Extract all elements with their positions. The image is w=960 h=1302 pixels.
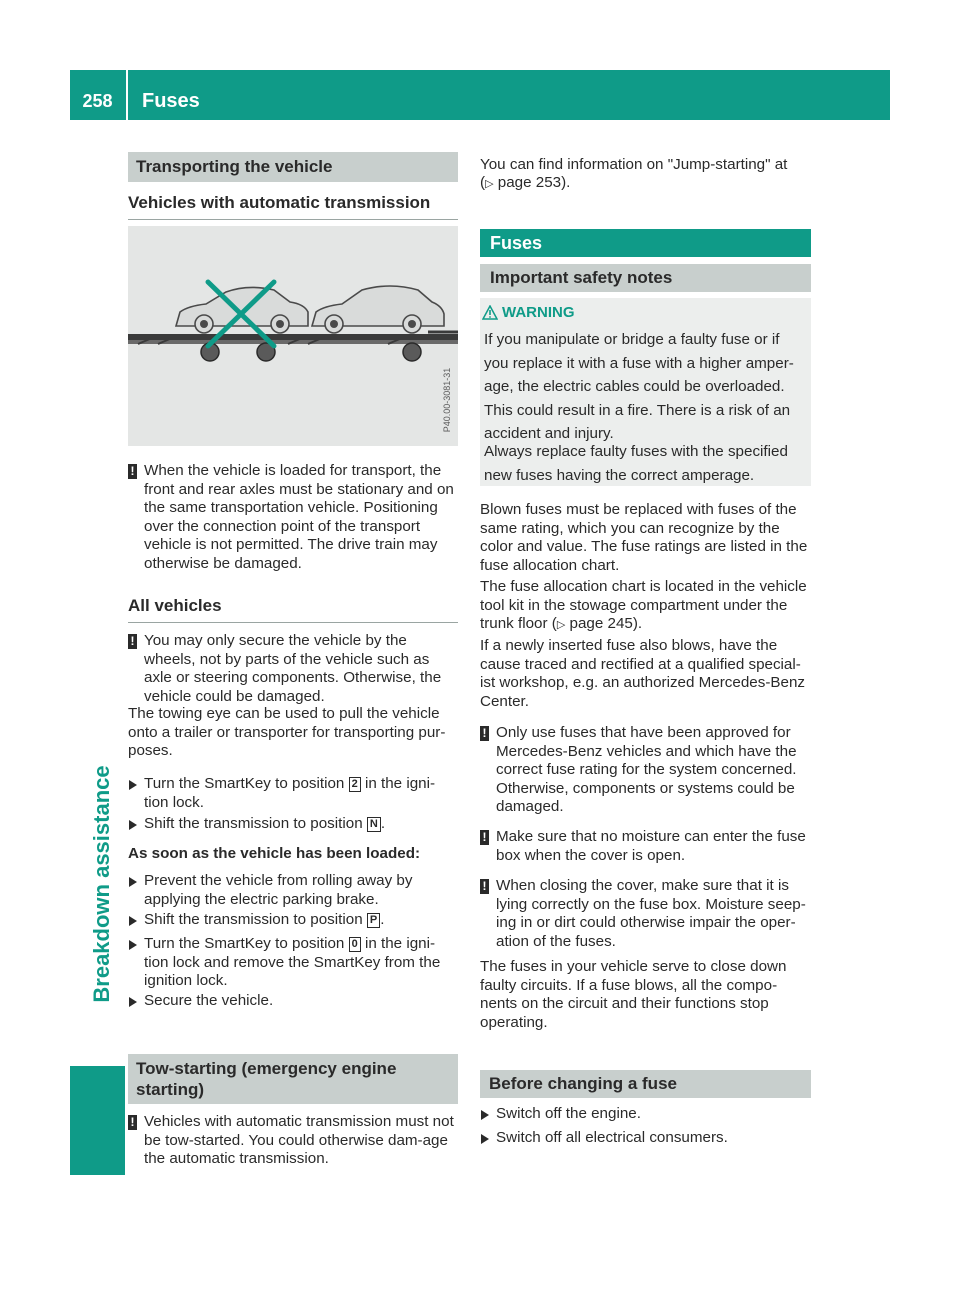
- heading-automatic-transmission: Vehicles with automatic transmission: [128, 193, 458, 220]
- note-closing-cover: ! When closing the cover, make sure that it is lying correctly on the fuse box. Moisture seep-ing in or dirt could otherwise impair the oper-ation of the fuses.: [480, 877, 811, 951]
- arrow-icon: [129, 820, 137, 830]
- position-key-2: 2: [349, 777, 361, 792]
- section-bar-fuses: Fuses: [480, 229, 811, 257]
- step-switch-off-engine: Switch off the engine.: [480, 1105, 811, 1124]
- position-key-0: 0: [349, 937, 361, 952]
- note-moisture: ! Make sure that no moisture can enter the fuse box when the cover is open.: [480, 828, 811, 865]
- section-bar-transporting: Transporting the vehicle: [128, 152, 458, 182]
- fuse-chart-page-link[interactable]: page 245).: [569, 615, 643, 632]
- new-fuse-blows-paragraph: If a newly inserted fuse also blows, have the cause traced and rectified at a qualified special-ist workshop, e.g. an authorized Mercedes-Benz Center.: [480, 637, 806, 710]
- page-number: 258: [82, 91, 113, 111]
- car-transporter-illustration: [128, 226, 458, 446]
- warning-triangle-icon: [482, 305, 498, 324]
- arrow-icon: [129, 916, 137, 926]
- caution-icon: !: [128, 634, 137, 649]
- arrow-icon: [129, 877, 137, 887]
- blown-fuses-paragraph: Blown fuses must be replaced with fuses of the same rating, which you can recognize by the color and value. The fuse ratings are listed in the fuse allocation chart.: [480, 501, 808, 574]
- heading-all-vehicles: All vehicles: [128, 596, 458, 623]
- page-ref-arrow-icon: ▷: [485, 178, 494, 190]
- page-ref-arrow-icon: ▷: [556, 619, 566, 631]
- caution-icon: !: [128, 1115, 137, 1130]
- warning-title: WARNING: [502, 304, 575, 321]
- fuse-chart-location-paragraph: The fuse allocation chart is located in the vehicle tool kit in the stowage compartment under the trunk floor (▷ page 245).: [480, 578, 807, 632]
- warning-text-2: Always replace faulty fuses with the specified new fuses having the correct amperage.: [484, 443, 788, 484]
- position-key-p: P: [367, 913, 380, 928]
- arrow-icon: [481, 1134, 489, 1144]
- heading-loaded: As soon as the vehicle has been loaded:: [128, 845, 421, 862]
- section-bar-tow-starting: Tow-starting (emergency engine starting): [128, 1054, 458, 1104]
- caution-icon: !: [480, 879, 489, 894]
- side-tab-block: [70, 1066, 125, 1175]
- fuses-purpose-paragraph: The fuses in your vehicle serve to close down faulty circuits. If a fuse blows, all the compo-nents on the circuit and their functions stop operating.: [480, 958, 787, 1031]
- caution-icon: !: [480, 726, 489, 741]
- section-bar-safety-notes: Important safety notes: [480, 264, 811, 292]
- position-key-n: N: [367, 817, 381, 832]
- step-smartkey-0: Turn the SmartKey to position 0 in the igni-tion lock and remove the SmartKey from the ignition lock.: [128, 935, 458, 991]
- note-no-tow-start: ! Vehicles with automatic transmission must not be tow-started. You could otherwise dam-age the automatic transmission.: [128, 1113, 458, 1169]
- section-bar-before-changing: Before changing a fuse: [480, 1070, 811, 1098]
- header-divider: [126, 70, 128, 120]
- arrow-icon: [129, 780, 137, 790]
- note-secure-wheels: ! You may only secure the vehicle by the wheels, not by parts of the vehicle such as axle or steering components. Otherwise, the vehicle could be damaged.: [128, 632, 458, 706]
- arrow-icon: [481, 1110, 489, 1120]
- jump-start-line-2: (▷ page 253).: [480, 174, 571, 191]
- warning-text-1: If you manipulate or bridge a faulty fuse or if you replace it with a fuse with a higher amper-age, the electric cables could be overloaded. This could result in a fire. There is a risk of an accident and injury.: [484, 331, 794, 442]
- step-parking-brake: Prevent the vehicle from rolling away by applying the electric parking brake.: [128, 872, 458, 909]
- caution-icon: !: [480, 830, 489, 845]
- figure-code: P40.00-3081-31: [442, 367, 452, 433]
- towing-eye-paragraph: The towing eye can be used to pull the vehicle onto a trailer or transporter for transporting pur-poses.: [128, 705, 446, 759]
- arrow-icon: [129, 940, 137, 950]
- jump-start-page-link[interactable]: page 253).: [497, 174, 571, 191]
- note-loading-axles: ! When the vehicle is loaded for transport, the front and rear axles must be stationary and on the same transportation vehicle. Positioning over the connection point of the transport vehicle is not permitted. The drive train may otherwise be damaged.: [128, 462, 458, 573]
- page-title: Fuses: [142, 90, 200, 112]
- transport-figure: [128, 226, 458, 446]
- step-shift-n: Shift the transmission to position N .: [128, 815, 458, 834]
- step-secure-vehicle: Secure the vehicle.: [128, 992, 458, 1011]
- caution-icon: !: [128, 464, 137, 479]
- step-shift-p: Shift the transmission to position P .: [128, 911, 458, 930]
- step-switch-off-consumers: Switch off all electrical consumers.: [480, 1129, 811, 1148]
- note-approved-fuses: ! Only use fuses that have been approved for Mercedes-Benz vehicles and which have the correct fuse rating for the system concerned. Otherwise, components or systems could be damaged.: [480, 724, 811, 817]
- side-tab-label: Breakdown assistance: [89, 765, 114, 1003]
- arrow-icon: [129, 997, 137, 1007]
- step-smartkey-2: Turn the SmartKey to position 2 in the igni-tion lock.: [128, 775, 458, 812]
- jump-start-line-1: You can find information on "Jump-starting" at: [480, 156, 788, 173]
